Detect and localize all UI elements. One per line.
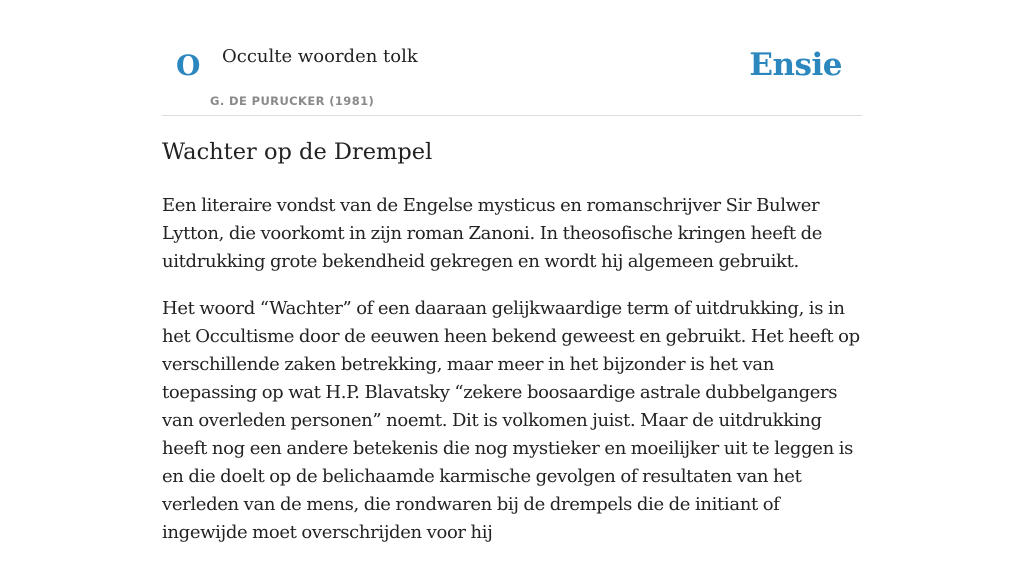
book-header	[162, 0, 862, 116]
book-title-link[interactable]: Occulte woorden tolk	[222, 46, 418, 67]
book-initial: O	[176, 49, 201, 82]
entry-paragraph: Het woord “Wachter” of een daaraan gelijkwaardige term of uitdrukking, is in het Occultisme door de eeuwen heen bekend geweest en gebruikt. Het heeft op verschillende zaken betrekking, maar meer in het bijzonder is het van toepassing op wat H.P. Blavatsky “zekere boosaardige astrale dubbelgangers van overleden personen” noemt. Dit is volkomen juist. Maar de uitdrukking heeft nog een andere betekenis die nog mystieker en moeilijker uit te leggen is en die doelt op de belichaamde karmische gevolgen of resultaten van het verleden van de mens, die rondwaren bij de drempels die de initiant of ingewijde moet overschrijden voor hij	[162, 298, 860, 543]
book-author: G. DE PURUCKER (1981)	[210, 94, 375, 108]
entry-paragraph: Een literaire vondst van de Engelse mysticus en romanschrijver Sir Bulwer Lytton, die voorkomt in zijn roman Zanoni. In theosofische kringen heeft de uitdrukking grote bekendheid gekregen en wordt hij algemeen gebruikt.	[162, 195, 823, 272]
page-container	[162, 0, 862, 543]
entry-title: Wachter op de Drempel	[162, 139, 433, 165]
brand-logo-link[interactable]: Ensie	[749, 47, 842, 83]
entry-body	[162, 192, 862, 566]
